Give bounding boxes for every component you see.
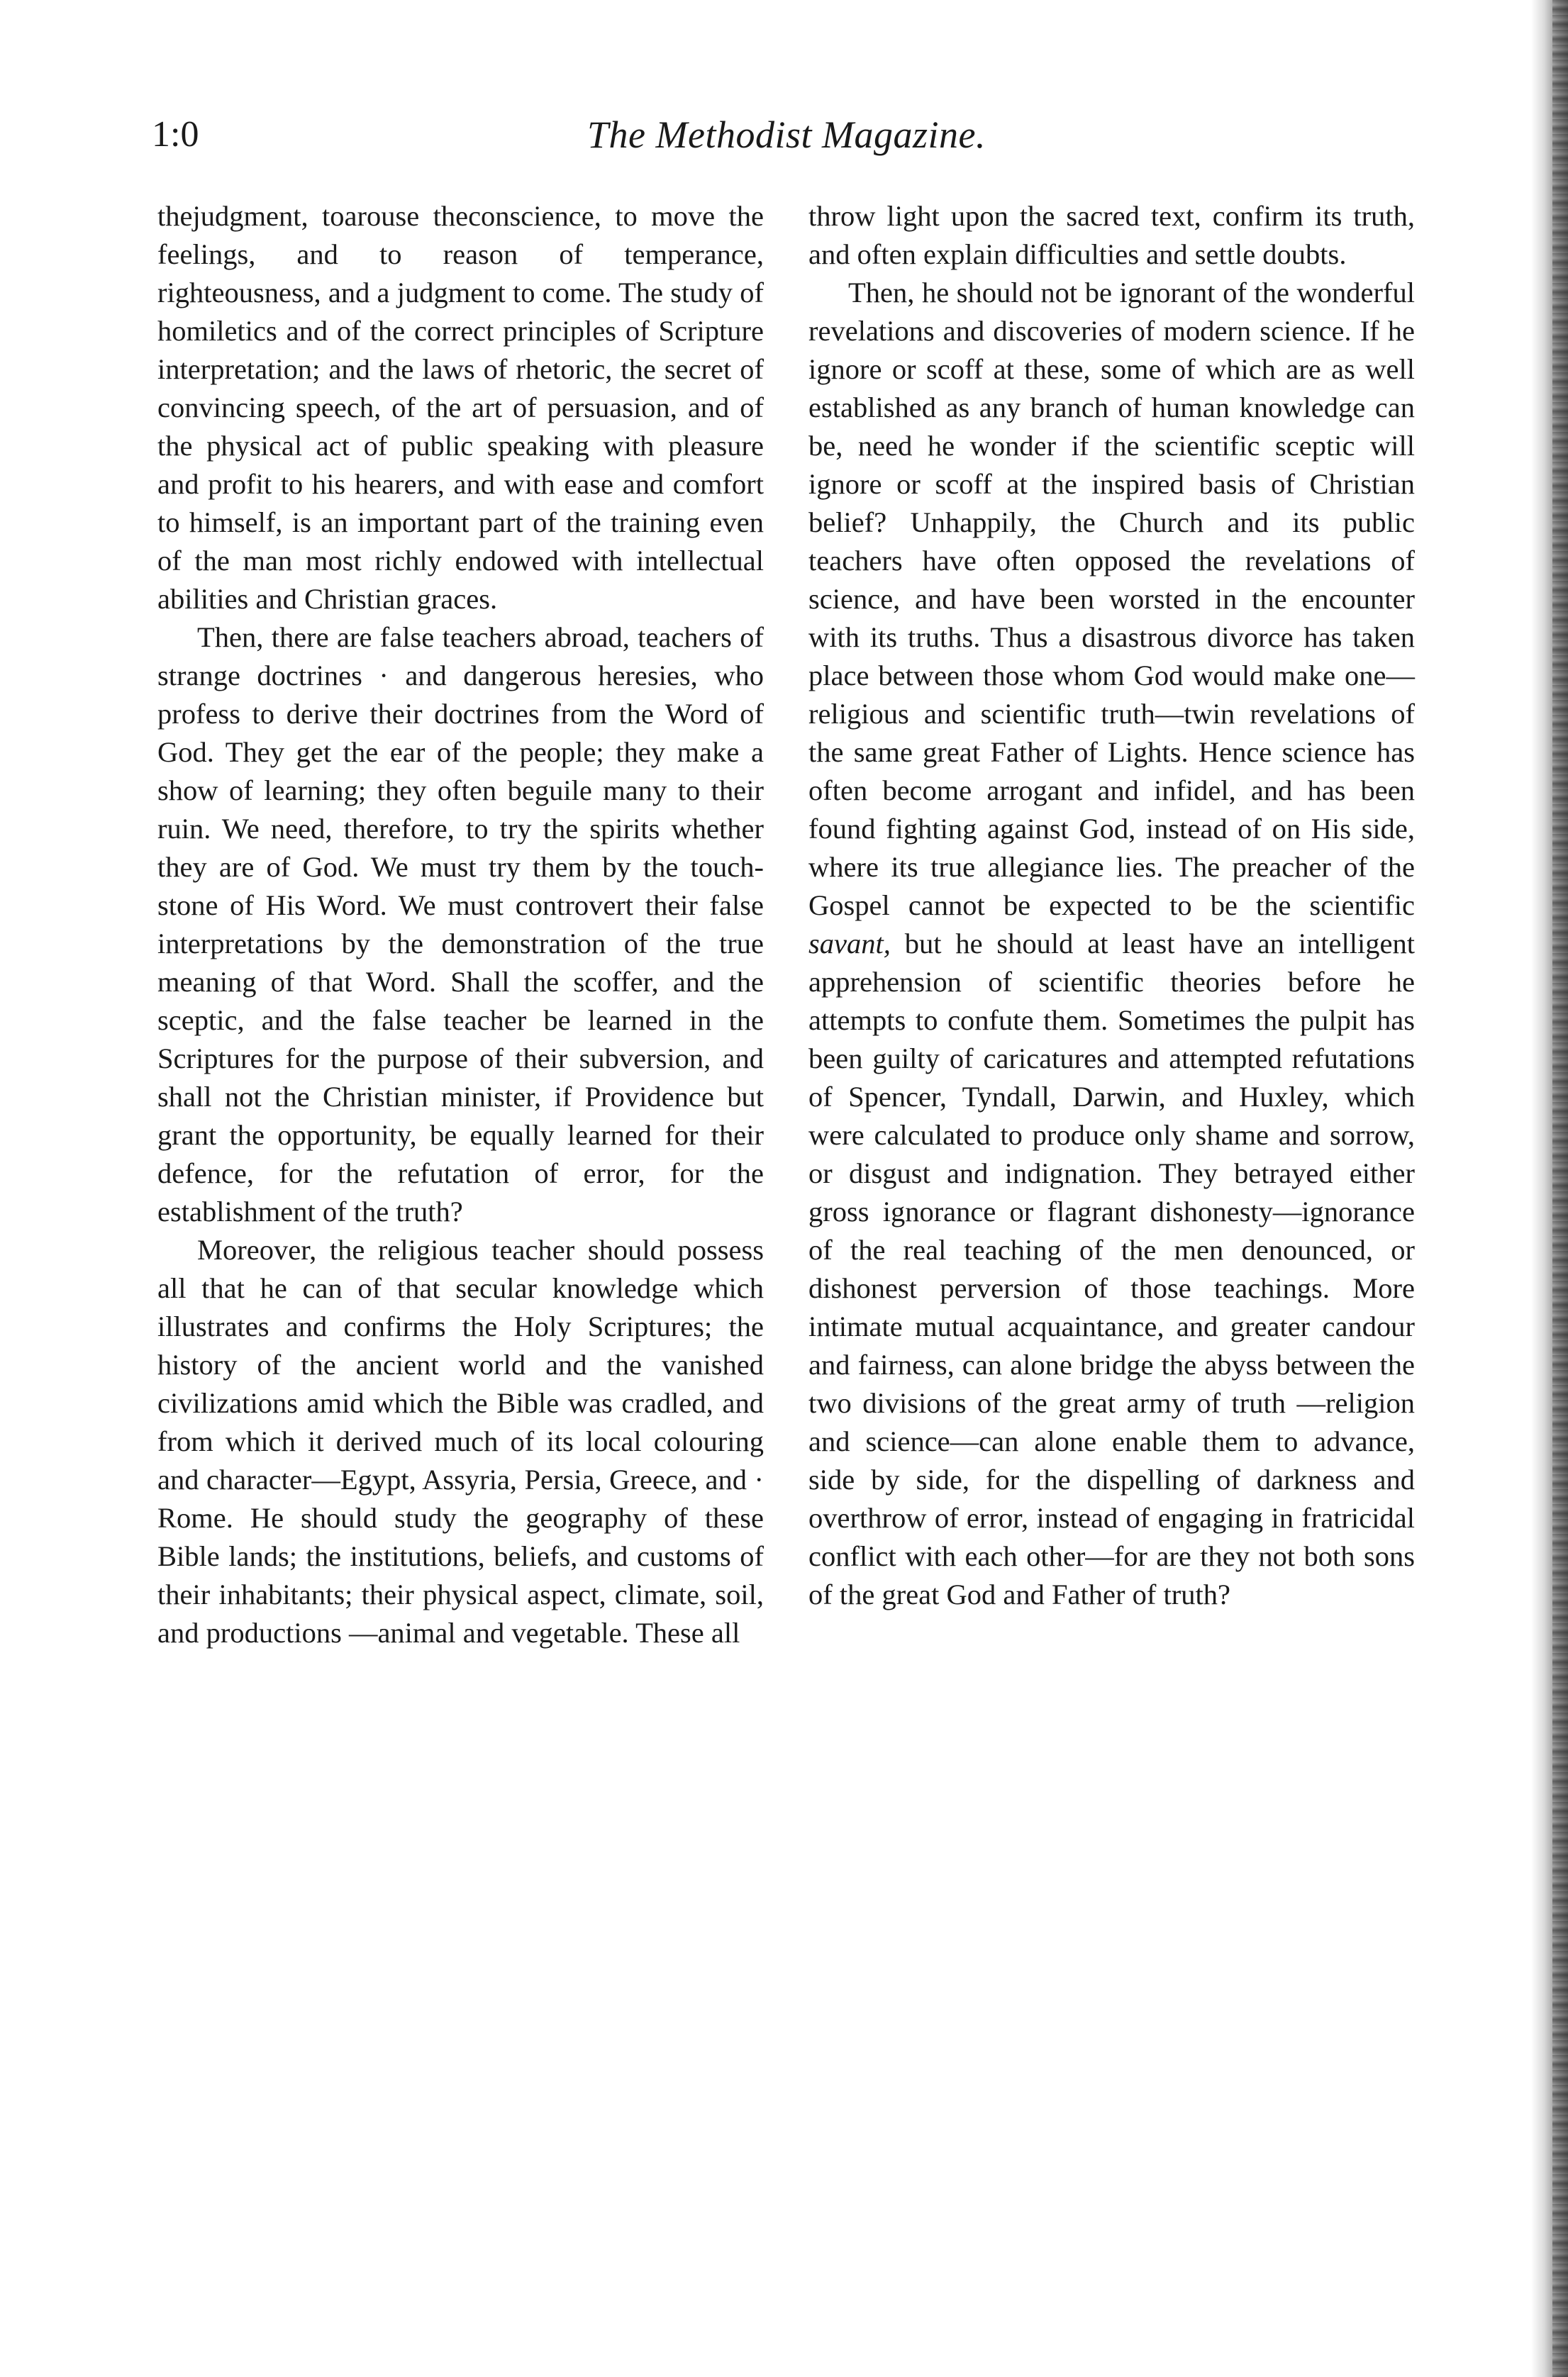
right-column <box>808 197 1415 1614</box>
running-title: The Methodist Magazine. <box>587 113 986 156</box>
right-paragraph-2 <box>808 274 1415 1614</box>
right-paragraph-2-part-b: but he should at least have an intelligent apprehension of scientific theories before he attempts to confute them. Sometimes the pulpit has been guilty of caricatures and attempted refutations of Spencer, Tyndall, Darwin, and Huxley, which were calculated to produce only shame and sorrow, or disgust and indignation. They betrayed either gross ignorance or flagrant dishonesty—ignorance of the real teaching of the men denounced, or dishonest perversion of those teachings. More intimate mutual acquaintance, and greater candour and fairness, can alone bridge the abyss between the two divisions of the great army of truth —religion and science—can alone enable them to advance, side by side, for the dispelling of darkness and overthrow of error, instead of engaging in fratricidal conflict with each other—for are they not both sons of the great God and Father of truth? <box>808 928 1415 1610</box>
right-paragraph-2-part-a: Then, he should not be ignorant of the wonderful revelations and discoveries of modern science. If he ignore or scoff at these, some of which are as well established as any branch of human knowledge can be, need he wonder if the scientific sceptic will ignore or scoff at the inspired basis of Christian belief? Unhappily, the Church and its public teachers have often opposed the revelations of science, and have been worsted in the encounter with its truths. Thus a disastrous divorce has taken place between those whom God would make one—religious and scientific truth—twin revelations of the same great Father of Lights. Hence science has often become arrogant and infidel, and has been found fighting against God, instead of on His side, where its true allegiance lies. The preacher of the Gospel cannot be expected to be the scientific <box>808 277 1415 921</box>
savant-italic: savant, <box>808 928 891 959</box>
left-paragraph-1: thejudgment, toarouse theconscience, to move the feelings, and to reason of temperance, righteousness, and a judgment to come. The study of homiletics and of the correct principles of Scripture interpretation; and the laws of rhetoric, the secret of convincing speech, of the art of persuasion, and of the physical act of public speaking with pleasure and profit to his hearers, and with ease and comfort to himself, is an important part of the training even of the man most richly endowed with intellectual abilities and Christian graces. <box>157 200 764 615</box>
scan-edge-shadow <box>1531 0 1568 2377</box>
page-number: 1:0 <box>152 114 199 155</box>
left-paragraph-2: Then, there are false teachers abroad, teachers of strange doctrines · and dangerous heresies, who profess to derive their doctrines from the Word of God. They get the ear of the people; they make a show of learning; they often beguile many to their ruin. We need, therefore, to try the spirits whether they are of God. We must try them by the touch-stone of His Word. We must controvert their false interpretations by the demonstration of the true meaning of that Word. Shall the scoffer, and the sceptic, and the false teacher be learned in the Scriptures for the purpose of their subversion, and shall not the Christian minister, if Providence but grant the opportunity, be equally learned for their defence, for the refutation of error, for the establishment of the truth? <box>157 621 764 1228</box>
right-paragraph-1: throw light upon the sacred text, confirm its truth, and often explain difficulties and settle doubts. <box>808 200 1415 270</box>
left-paragraph-3: Moreover, the religious teacher should possess all that he can of that secular knowledge which illustrates and confirms the Holy Scriptures; the history of the ancient world and the vanished civilizations amid which the Bible was cradled, and from which it derived much of its local colouring and character—Egypt, Assyria, Persia, Greece, and · Rome. He should study the geography of these Bible lands; the institutions, beliefs, and customs of their inhabitants; their physical aspect, climate, soil, and productions —animal and vegetable. These all <box>157 1234 764 1649</box>
page-header <box>152 106 1421 163</box>
left-column <box>157 197 764 1652</box>
